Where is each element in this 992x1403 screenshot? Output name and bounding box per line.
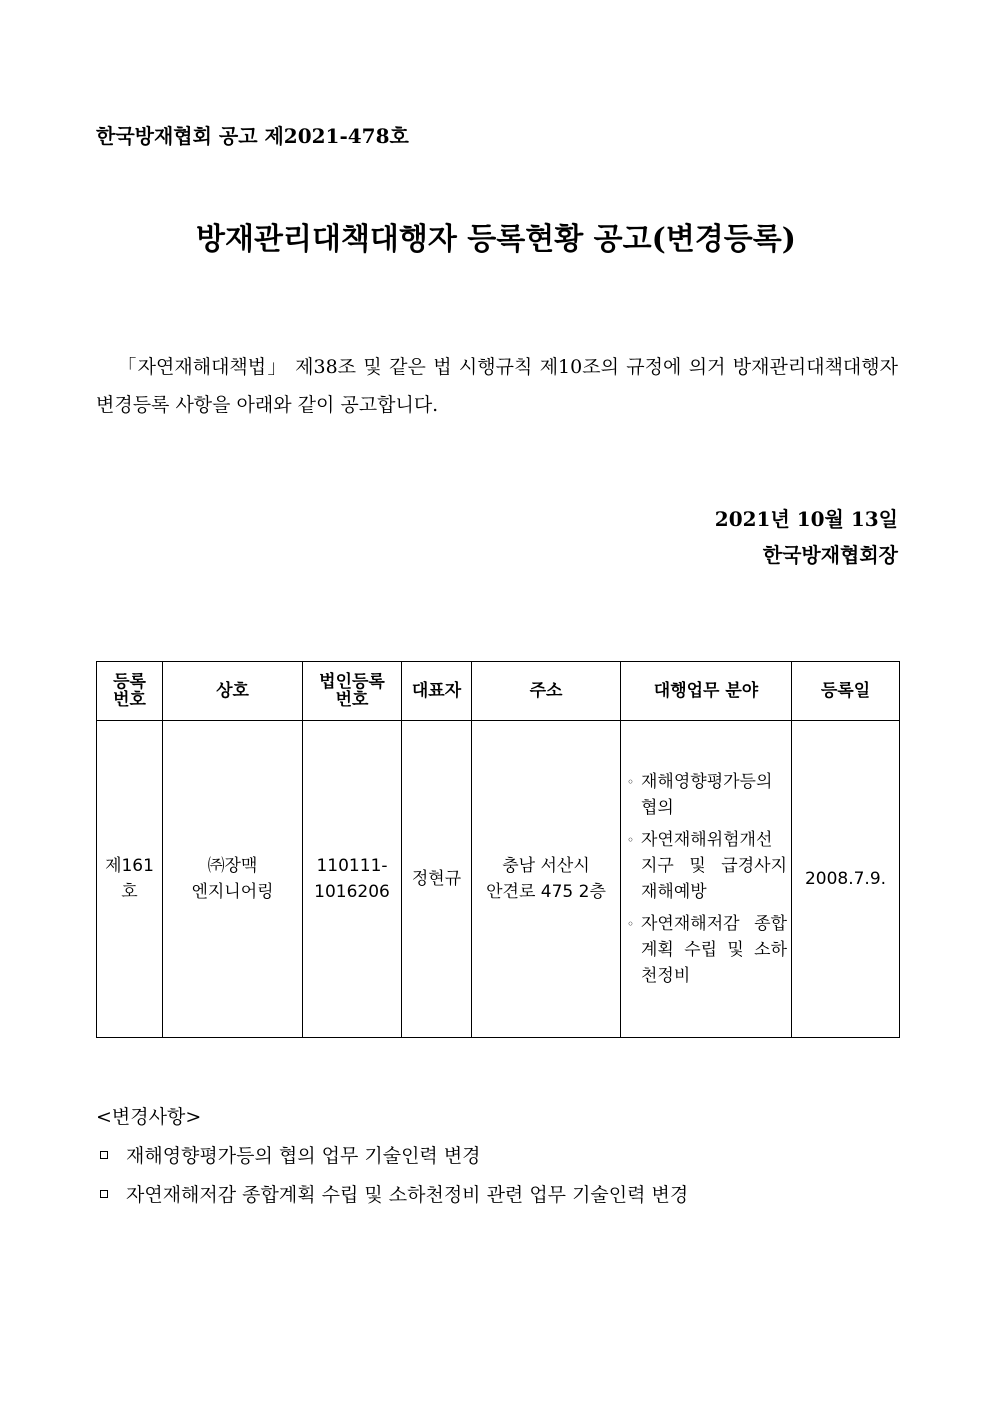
- cell-address: [472, 721, 621, 1038]
- circle-bullet-icon: ◦: [627, 917, 635, 931]
- change-item: 자연재해저감 종합계획 수립 및 소하천정비 관련 업무 기술인력 변경: [100, 1180, 688, 1207]
- field-list: [621, 769, 791, 989]
- table-row: [97, 721, 900, 1038]
- body-paragraph-text: 「자연재해대책법」 제38조 및 같은 법 시행규칙 제10조의 규정에 의거 방재관리대책대행자 변경등록 사항을 아래와 같이 공고합니다.: [96, 356, 898, 416]
- cell-corp-no: [303, 721, 402, 1038]
- signer: 한국방재협회장: [762, 543, 898, 567]
- cell-reg-date: 2008.7.9.: [792, 721, 900, 1038]
- notice-date: 2021년 10월 13일: [714, 507, 898, 531]
- company-line-1: ㈜장맥: [207, 856, 258, 876]
- header-ceo: 대표자: [402, 662, 472, 721]
- change-item: 재해영향평가등의 협의 업무 기술인력 변경: [100, 1141, 481, 1168]
- notice-number: 한국방재협회 공고 제2021-478호: [96, 124, 409, 148]
- square-bullet-icon: [100, 1190, 108, 1198]
- registration-table: [96, 661, 900, 1038]
- cell-reg-no: 제161호: [97, 721, 163, 1038]
- body-paragraph: [96, 348, 898, 424]
- square-bullet-icon: [100, 1151, 108, 1159]
- corp-no-line-1: 110111-: [316, 856, 388, 876]
- list-item: ◦ 재해영향평가등의 협의: [627, 769, 787, 821]
- address-line-2: 안견로 475 2층: [486, 882, 606, 902]
- list-item: ◦ 자연재해저감 종합계획 수립 및 소하천정비: [627, 911, 787, 989]
- header-reg-date: 등록일: [792, 662, 900, 721]
- document-title: 방재관리대책대행자 등록현황 공고(변경등록): [196, 222, 796, 257]
- list-item: ◦ 자연재해위험개선지구 및 급경사지 재해예방: [627, 827, 787, 905]
- header-corp-no: 법인등록번호: [303, 662, 402, 721]
- corp-no-line-2: 1016206: [314, 882, 390, 902]
- cell-company: [163, 721, 303, 1038]
- header-company: 상호: [163, 662, 303, 721]
- company-line-2: 엔지니어링: [191, 882, 274, 902]
- cell-field: [621, 721, 792, 1038]
- header-reg-no: 등록번호: [97, 662, 163, 721]
- cell-ceo: 정현규: [402, 721, 472, 1038]
- header-field: 대행업무 분야: [621, 662, 792, 721]
- address-line-1: 충남 서산시: [502, 856, 590, 876]
- circle-bullet-icon: ◦: [627, 833, 635, 847]
- table-header-row: [97, 662, 900, 721]
- header-address: 주소: [472, 662, 621, 721]
- changes-title: <변경사항>: [96, 1106, 202, 1128]
- circle-bullet-icon: ◦: [627, 775, 635, 789]
